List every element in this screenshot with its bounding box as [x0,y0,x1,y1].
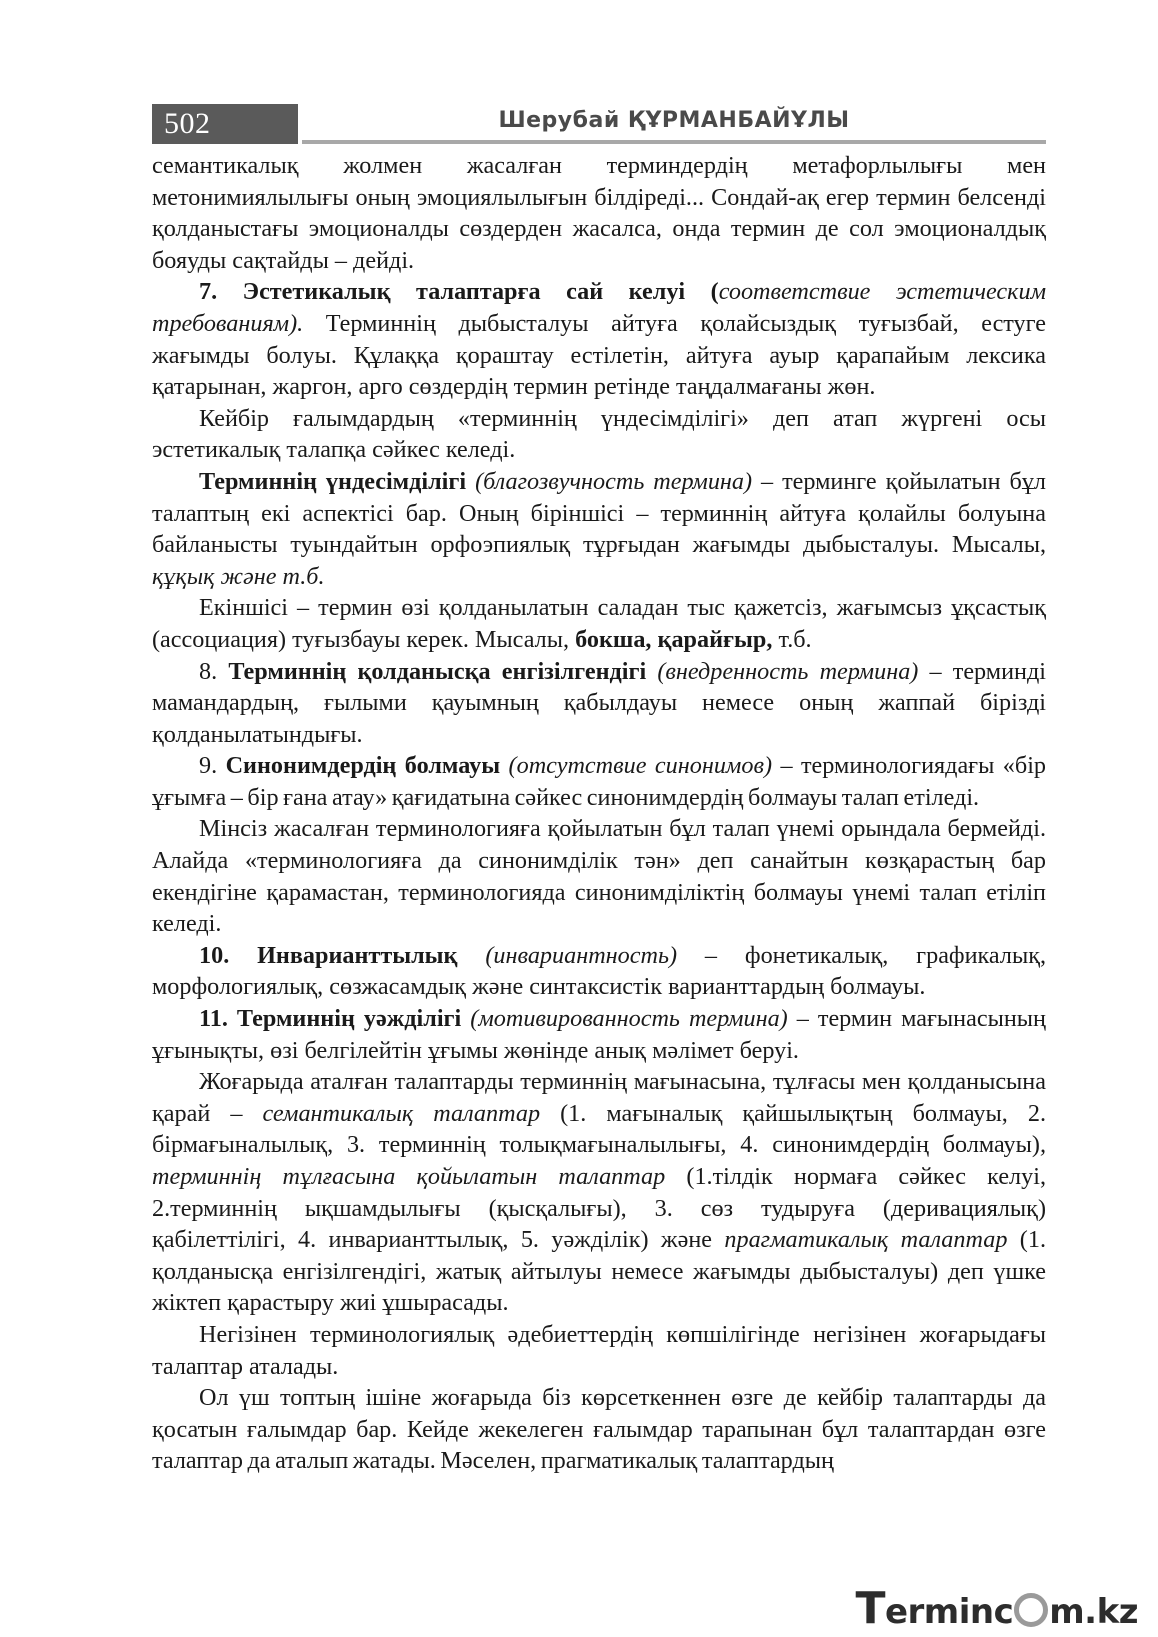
page-number-box [152,104,298,144]
watermark-text-1: erminc [884,1592,1014,1632]
paragraph [152,466,1046,592]
bold-term: 7. Эстетикалық талаптарға сай келуі ( [199,278,719,306]
paragraph [152,940,1046,1003]
text-run: Негізінен терминологиялық әдебиеттердің көпшілігінде негізінен жоғарыдағы талаптар аталады. [152,1320,1046,1380]
text-run: – терминологиядағы «бір ұғымға – бір ғана атау» қағидатына сәйкес синонимдердің болмауы талап етіледі. [152,752,1047,811]
text-run: Жоғарыда аталған талаптарды терминнің мағынасына, тұлғасы мен қолданысына қарай – [152,1068,1046,1127]
text-run: т.б. [772,625,812,653]
text-run: Терминнің дыбысталуы айтуға қолайсыздық туғызбай, естуге жағымды болуы. Құлаққа қораштау естілетін, айтуға ауыр қарапайым лексика қатарынан, жаргон, арго сөздердің термин ретінде таңдалмағаны жөн. [152,309,1046,401]
paragraph [152,1003,1046,1066]
text-run: (1.тілдік нормаға сәйкес келуі, 2.терминнің ықшамдылығы (қысқалығы), 3. сөз тудыруға (деривациялық) қабілеттілігі, 4. инварианттылық, 5. уәжділік) және [152,1163,1046,1254]
italic-text: (внедренность термина) [657,657,919,685]
text-run: (1. мағыналық қайшылықтың болмауы, 2. бірмағыналылық, 3. терминнің толықмағыналылығы, 4. синонимдердің болмауы) [152,1099,1046,1159]
text-run: 9. [199,752,226,780]
text-run [457,942,485,969]
running-header-author: Шерубай ҚҰРМАНБАЙҰЛЫ [498,108,850,133]
text-run: Ол үш топтың ішіне жоғарыда біз көрсеткеннен өзге де кейбір талаптарды да қосатын ғалымдар бар. Кейде жекелеген ғалымдар тарапынан бұл талаптардан өзге талаптар да аталып жатады. Мәселен, прагматикалық талаптардың [152,1384,1046,1475]
paragraph [152,750,1046,813]
text-run [466,468,475,495]
paragraph [152,1319,1046,1382]
bold-term: 11. Терминнің уәжділігі [199,1005,462,1033]
paragraph [152,1382,1046,1477]
text-run: – фонетикалық, графикалық, морфологиялық, сөзжасамдық және синтаксистік варианттардың болмауы. [152,941,1046,1001]
italic-text: құқық және т.б. [152,562,325,590]
paragraph [152,276,1046,402]
watermark-ring-icon [1014,1593,1048,1627]
text-run [646,658,657,685]
text-run: Екіншісі – термин өзі қолданылатын саладан тыс қажетсіз, жағымсыз ұқсастық (ассоциация) туғызбауы керек. Мысалы, [152,594,1046,653]
paragraph [152,592,1046,655]
paragraph [152,813,1046,939]
text-run: 8. [199,657,229,685]
text-run: (1. қолданысқа енгізілгендігі, жатық айтылуы немесе жағымды дыбысталуы) деп үшке жіктеп қарастыру жиі ұшырасады. [152,1226,1046,1317]
text-run: Мінсіз жасалған терминологияға қойылатын бұл талап үнемі орындала бермейді. Алайда «терминологияға да синонимділік тән» деп санайтын көзқарастың бар екендігіне қарамастан, терминологияда синонимділіктің болмауы үнемі талап етіліп келеді. [152,815,1046,938]
page-number: 502 [164,107,211,140]
text-run: семантикалық жолмен жасалған терминдердің метафорлылығы мен метонимиялылығы оның эмоциялылығын білдіреді... Сондай-ақ егер термин белсенді қолданыстағы эмоционалды сөздерден жасалса, онда термин де сол эмоционалдық бояуды сақтайды – дейді. [152,152,1046,274]
bold-term: Терминнің қолданысқа енгізілгендігі [228,657,647,685]
italic-text: (мотивированность термина) [470,1005,788,1033]
paragraph [152,150,1046,276]
bold-term: Синонимдердің болмауы [225,752,501,780]
watermark-letter-t: T [855,1583,885,1634]
text-run: Кейбір ғалымдардың «терминнің үндесімділігі» деп атап жүргені осы эстетикалық талапқа сәйкес келеді. [152,404,1046,464]
text-run: – терминге қойылатын бұл талаптың екі аспектісі бар. Оның біріншісі – терминнің айтуға қолайлы болуына байланысты туындайтын орфоэпиялық тұрғыдан жағымды дыбысталуы. Мысалы, [152,467,1046,559]
paragraph [152,656,1046,751]
bold-term: бокша, қарайғыр, [575,625,773,653]
bold-term: 10. Инварианттылық [199,941,458,969]
body-text [152,150,1046,1477]
paragraph [152,403,1046,466]
text-run [461,1005,470,1032]
italic-text: семантикалық талаптар [262,1099,541,1127]
italic-text: (инвариантность) [485,941,678,969]
italic-text: (отсутствие синонимов) [508,752,773,780]
paragraph [152,1066,1046,1319]
text-run: – термин мағынасының ұғынықты, өзі белгілейтін ұғымы жөнінде анық мәлімет беруі. [152,1005,1046,1064]
italic-text: прагматикалық талаптар [724,1226,1008,1254]
header-rule [302,140,1046,144]
italic-text: соответствие эстетическим требованиям). [152,278,1047,337]
italic-text: (благозвучность термина) [475,467,753,495]
watermark-text-2: m.kz [1049,1592,1138,1632]
italic-text: , терминнің тұлғасына қойылатын талаптар [152,1131,1046,1190]
text-run: – терминді мамандардың, ғылыми қауымның қабылдауы немесе оның жаппай бірізді қолданылатындығы. [152,657,1047,748]
page-header [152,104,1046,146]
text-run [500,752,508,779]
bold-term: Терминнің үндесімділігі [199,467,467,495]
termincom-watermark-logo [855,1583,1138,1634]
